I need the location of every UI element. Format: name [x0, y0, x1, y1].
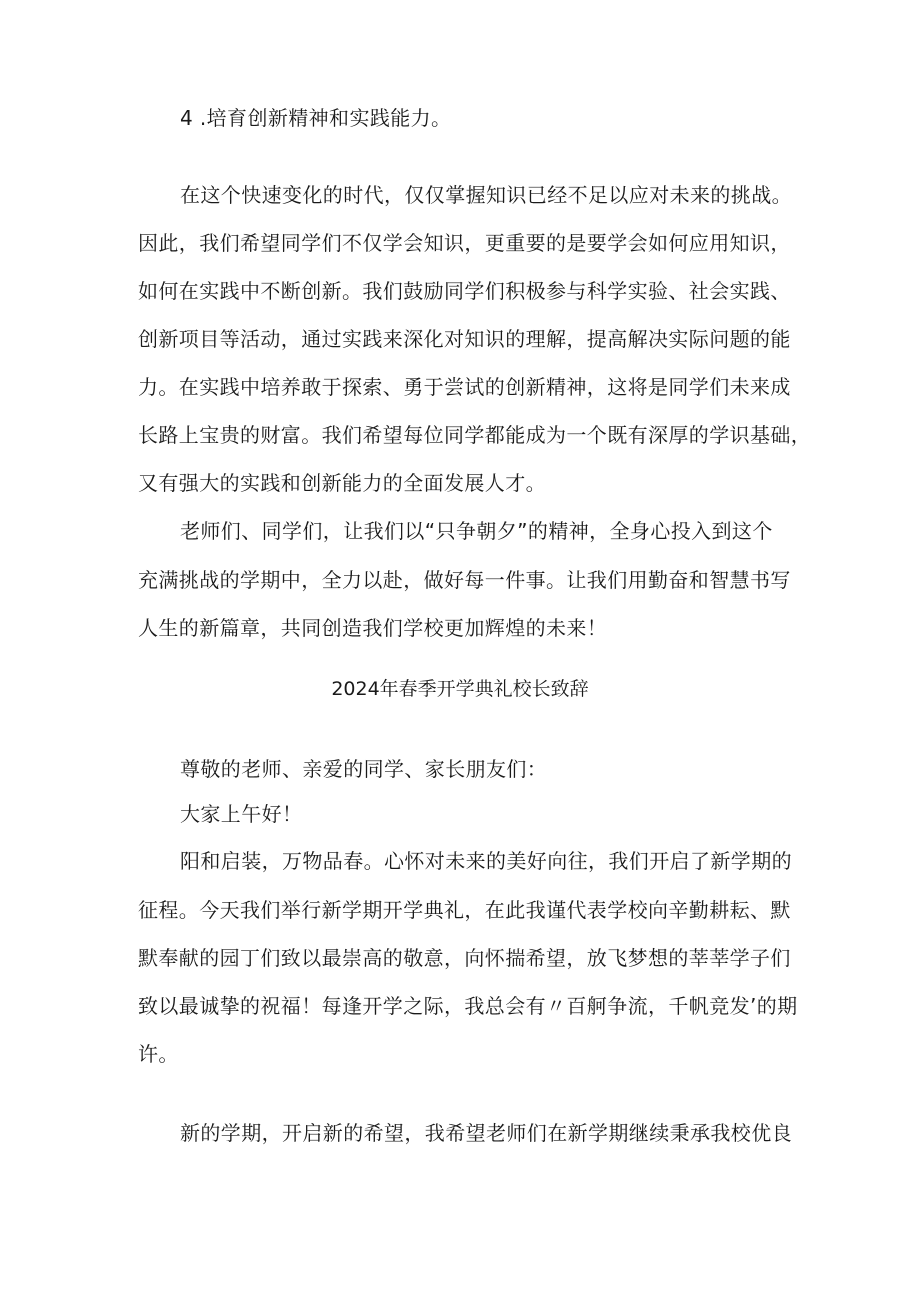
paragraph-line: 许。	[138, 1042, 179, 1066]
document-title: 2024年春季开学典礼校长致辞	[331, 678, 589, 700]
paragraph-line: 在这个快速变化的时代，仅仅掌握知识已经不足以应对未来的挑战。	[180, 183, 792, 207]
paragraph-line: 致以最诚挚的祝福！每逢开学之际，我总会有〃百舸争流，千帆竞发’的期	[138, 994, 798, 1018]
paragraph-line: 征程。今天我们举行新学期开学典礼，在此我谨代表学校向辛勤耕耘、默	[138, 898, 791, 922]
paragraph-line: 人生的新篇章，共同创造我们学校更加辉煌的未来！	[138, 616, 608, 640]
paragraph-line: 默奉献的园丁们致以最崇高的敬意，向怀揣希望，放飞梦想的莘莘学子们	[138, 946, 791, 970]
paragraph-line: 阳和启装，万物品春。心怀对未来的美好向往，我们开启了新学期的	[180, 849, 792, 873]
greeting: 大家上午好！	[180, 802, 303, 826]
paragraph-line: 新的学期，开启新的希望，我希望老师们在新学期继续秉承我校优良	[180, 1121, 792, 1145]
paragraph-line: 又有强大的实践和创新能力的全面发展人才。	[138, 471, 546, 495]
section-heading: 4 .培育创新精神和实践能力。	[180, 106, 452, 130]
paragraph-line: 因此，我们希望同学们不仅学会知识，更重要的是要学会如何应用知识，	[138, 231, 791, 255]
paragraph-line: 力。在实践中培养敢于探索、勇于尝试的创新精神，这将是同学们未来成	[138, 375, 791, 399]
salutation: 尊敬的老师、亲爱的同学、家长朋友们：	[180, 757, 548, 781]
paragraph-line: 充满挑战的学期中，全力以赴，做好每一件事。让我们用勤奋和智慧书写	[138, 568, 791, 592]
paragraph-line: 如何在实践中不断创新。我们鼓励同学们积极参与科学实验、社会实践、	[138, 279, 791, 303]
paragraph-line: 长路上宝贵的财富。我们希望每位同学都能成为一个既有深厚的学识基础，	[138, 423, 812, 447]
paragraph-line: 创新项目等活动，通过实践来深化对知识的理解，提高解决实际问题的能	[138, 327, 791, 351]
paragraph-line: 老师们、同学们，让我们以“只争朝夕”的精神，全身心投入到这个	[180, 519, 773, 543]
